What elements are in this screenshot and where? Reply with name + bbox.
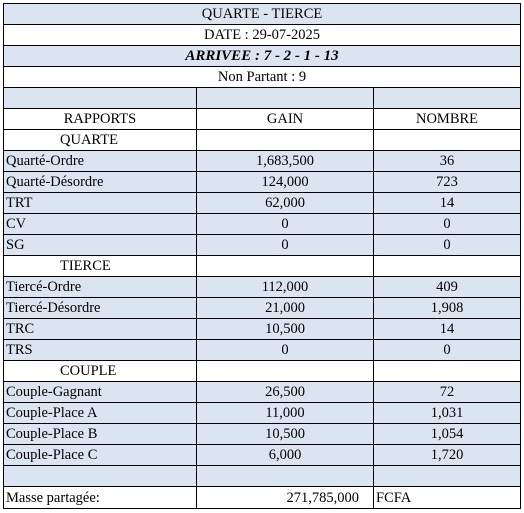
- spacer-cell: [4, 88, 197, 109]
- nombre-value: 36: [374, 151, 521, 172]
- nombre-value: 1,720: [374, 445, 521, 466]
- nombre-value: 14: [374, 319, 521, 340]
- nombre-value: 0: [374, 235, 521, 256]
- table-row: [4, 193, 521, 214]
- gain-value: 10,500: [197, 319, 374, 340]
- section-empty-cell: [374, 256, 521, 277]
- rapport-label: CV: [4, 214, 197, 235]
- gain-value: 21,000: [197, 298, 374, 319]
- rapport-label: Quarté-Ordre: [4, 151, 197, 172]
- nombre-value: 1,054: [374, 424, 521, 445]
- gain-value: 6,000: [197, 445, 374, 466]
- table-row: [4, 298, 521, 319]
- table-row: [4, 403, 521, 424]
- rapport-label: TRT: [4, 193, 197, 214]
- table-row: [4, 214, 521, 235]
- masse-label: Masse partagée:: [4, 487, 197, 509]
- gain-value: 11,000: [197, 403, 374, 424]
- nombre-value: 409: [374, 277, 521, 298]
- spacer-cell: [197, 88, 374, 109]
- table-row: [4, 151, 521, 172]
- section-empty-cell: [197, 256, 374, 277]
- table-row: [4, 445, 521, 466]
- nombre-value: 0: [374, 214, 521, 235]
- report-date: DATE : 29-07-2025: [4, 25, 521, 46]
- rapport-label: Couple-Place C: [4, 445, 197, 466]
- gain-value: 0: [197, 235, 374, 256]
- rapport-label: Couple-Gagnant: [4, 382, 197, 403]
- masse-value: 271,785,000: [197, 487, 374, 509]
- report-title: QUARTE - TIERCE: [4, 4, 521, 25]
- spacer-cell: [4, 466, 197, 487]
- section-header-row: [4, 256, 521, 277]
- gain-value: 112,000: [197, 277, 374, 298]
- rapport-label: Couple-Place B: [4, 424, 197, 445]
- rapports-table: [3, 3, 521, 509]
- non-partant: Non Partant : 9: [4, 67, 521, 88]
- section-empty-cell: [197, 361, 374, 382]
- rapport-label: Tiercé-Ordre: [4, 277, 197, 298]
- nombre-value: 72: [374, 382, 521, 403]
- table-row: [4, 424, 521, 445]
- section-title: QUARTE: [4, 130, 197, 151]
- non-partant-row: [4, 67, 521, 88]
- table-row: [4, 340, 521, 361]
- rapport-label: SG: [4, 235, 197, 256]
- table-row: [4, 277, 521, 298]
- rapport-label: TRS: [4, 340, 197, 361]
- title-row: [4, 4, 521, 25]
- nombre-value: 14: [374, 193, 521, 214]
- spacer-row: [4, 466, 521, 487]
- arrivee-row: [4, 46, 521, 67]
- table-row: [4, 319, 521, 340]
- nombre-value: 1,031: [374, 403, 521, 424]
- gain-value: 62,000: [197, 193, 374, 214]
- section-title: COUPLE: [4, 361, 197, 382]
- section-header-row: [4, 361, 521, 382]
- nombre-value: 0: [374, 340, 521, 361]
- table-row: [4, 172, 521, 193]
- section-empty-cell: [374, 130, 521, 151]
- column-header-row: [4, 109, 521, 130]
- gain-value: 124,000: [197, 172, 374, 193]
- spacer-cell: [197, 466, 374, 487]
- masse-currency: FCFA: [374, 487, 521, 509]
- rapport-label: TRC: [4, 319, 197, 340]
- col-header-nombre: NOMBRE: [374, 109, 521, 130]
- gain-value: 1,683,500: [197, 151, 374, 172]
- date-row: [4, 25, 521, 46]
- nombre-value: 1,908: [374, 298, 521, 319]
- section-empty-cell: [197, 130, 374, 151]
- col-header-rapports: RAPPORTS: [4, 109, 197, 130]
- table-row: [4, 382, 521, 403]
- spacer-row: [4, 88, 521, 109]
- spacer-cell: [374, 88, 521, 109]
- rapport-label: Couple-Place A: [4, 403, 197, 424]
- gain-value: 0: [197, 214, 374, 235]
- rapport-label: Quarté-Désordre: [4, 172, 197, 193]
- table-row: [4, 235, 521, 256]
- gain-value: 26,500: [197, 382, 374, 403]
- col-header-gain: GAIN: [197, 109, 374, 130]
- arrivee-result: ARRIVEE : 7 - 2 - 1 - 13: [4, 46, 521, 67]
- section-header-row: [4, 130, 521, 151]
- gain-value: 0: [197, 340, 374, 361]
- spacer-cell: [374, 466, 521, 487]
- gain-value: 10,500: [197, 424, 374, 445]
- section-title: TIERCE: [4, 256, 197, 277]
- section-empty-cell: [374, 361, 521, 382]
- rapport-label: Tiercé-Désordre: [4, 298, 197, 319]
- masse-row: [4, 487, 521, 509]
- rapports-sheet: [3, 3, 520, 509]
- nombre-value: 723: [374, 172, 521, 193]
